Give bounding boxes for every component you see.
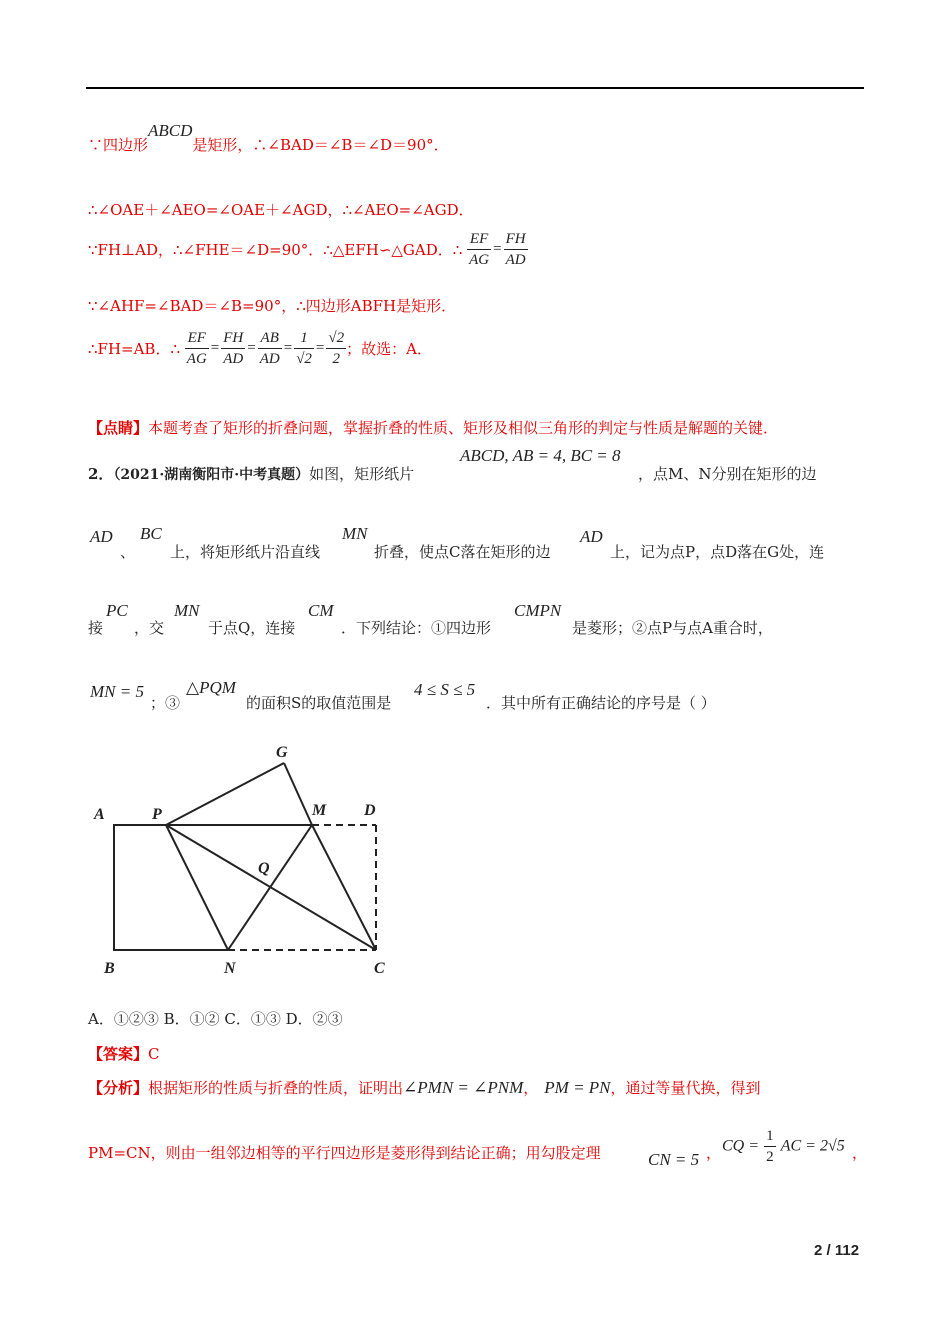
analysis-line-1: 【分析】根据矩形的性质与折叠的性质，证明出∠PMN = ∠PNM， PM = PN，通过等量代换，得到	[88, 1078, 761, 1097]
solution-line-2: ∴∠OAE＋∠AEO=∠OAE＋∠AGD，∴∠AEO=∠AGD．	[88, 201, 474, 219]
label-c: C	[374, 960, 385, 977]
question-line-1: 2．（2021·湖南衡阳市·中考真题）如图，矩形纸片	[88, 465, 415, 483]
solution-line-3: ∵FH⊥AD，∴∠FHE＝∠D=90°．∴△EFH∽△GAD．∴ $\frac{EF}{AG}$ = $\frac{FH}{AD}$	[88, 231, 526, 268]
math-ad: AD	[90, 527, 113, 546]
question-line-4a: ；③	[150, 694, 181, 712]
question-line-3b: 于点Q，连接	[208, 619, 296, 637]
question-line-3d: 是菱形；②点P与点A重合时，	[572, 619, 773, 637]
math-cn: CN = 5	[648, 1150, 700, 1169]
page-number: 2 / 112	[814, 1242, 860, 1259]
solution-line-4: ∵∠AHF=∠BAD＝∠B=90°，∴四边形ABFH是矩形．	[88, 297, 457, 315]
separator: 、	[120, 543, 136, 561]
question-line-2b: 折叠，使点C落在矩形的边	[374, 543, 551, 561]
math-mn: MN	[342, 524, 368, 543]
header-rule	[86, 87, 864, 89]
math-pqm: △PQM	[186, 678, 236, 697]
solution-line-5: ∴FH=AB．∴ $\frac{EF}{AG}$ = $\frac{FH}{AD}$ = $\frac{AB}{AD}$ = $\frac{1}{√2}$ = $\frac{√2}{2}$ ；故选：A．	[88, 330, 432, 367]
answer-line: 【答案】C	[88, 1045, 160, 1063]
question-line-1b: ，点M、N分别在矩形的边	[638, 465, 817, 483]
answer-options: A．①②③ B．①② C．①③ D．②③	[88, 1010, 343, 1028]
label-g: G	[276, 744, 288, 761]
math-mn-eq: MN = 5	[90, 682, 144, 701]
label-n: N	[224, 960, 236, 977]
question-line-3-pre: 接	[88, 619, 104, 637]
geometry-figure	[86, 735, 416, 985]
math-mn-2: MN	[174, 601, 200, 620]
math-cm: CM	[308, 601, 334, 620]
segment-pg	[166, 763, 284, 825]
label-q: Q	[258, 860, 270, 877]
label-d: D	[364, 802, 376, 819]
analysis-end: ，	[852, 1144, 868, 1162]
solution-line-1: ∵四边形ABCD是矩形，∴∠BAD＝∠B＝∠D＝90°．	[88, 121, 449, 154]
math-cmpn: CMPN	[514, 601, 562, 620]
math-ad-2: AD	[580, 527, 603, 546]
comment-paragraph: 【点睛】本题考查了矩形的折叠问题，掌握折叠的性质、矩形及相似三角形的判定与性质是解题的关键．	[88, 419, 779, 437]
question-line-2c: 上，记为点P，点D落在G处，连	[610, 543, 825, 561]
question-math-1: ABCD, AB = 4, BC = 8	[460, 446, 621, 465]
question-line-4b: 的面积S的取值范围是	[246, 694, 392, 712]
question-line-2a: 上，将矩形纸片沿直线	[170, 543, 321, 561]
math-bc: BC	[140, 524, 162, 543]
question-line-3c: ．下列结论：①四边形	[341, 619, 492, 637]
analysis-line-2: PM=CN，则由一组邻边相等的平行四边形是菱形得到结论正确；用勾股定理	[88, 1144, 601, 1162]
rect-left-edges	[114, 825, 228, 950]
math-cq: CQ = $\frac{1}{2}$ AC = 2√5	[722, 1128, 845, 1165]
math-range: 4 ≤ S ≤ 5	[414, 680, 476, 699]
question-line-3a: ，交	[134, 619, 165, 637]
label-p: P	[152, 806, 162, 823]
label-m: M	[312, 802, 327, 819]
segment-gm	[284, 763, 312, 825]
label-b: B	[104, 960, 115, 977]
math-pc: PC	[106, 601, 128, 620]
analysis-sep: ，	[706, 1144, 722, 1162]
question-line-4c: ．其中所有正确结论的序号是（ ）	[486, 694, 716, 712]
label-a: A	[94, 806, 105, 823]
segment-nm	[228, 825, 312, 950]
